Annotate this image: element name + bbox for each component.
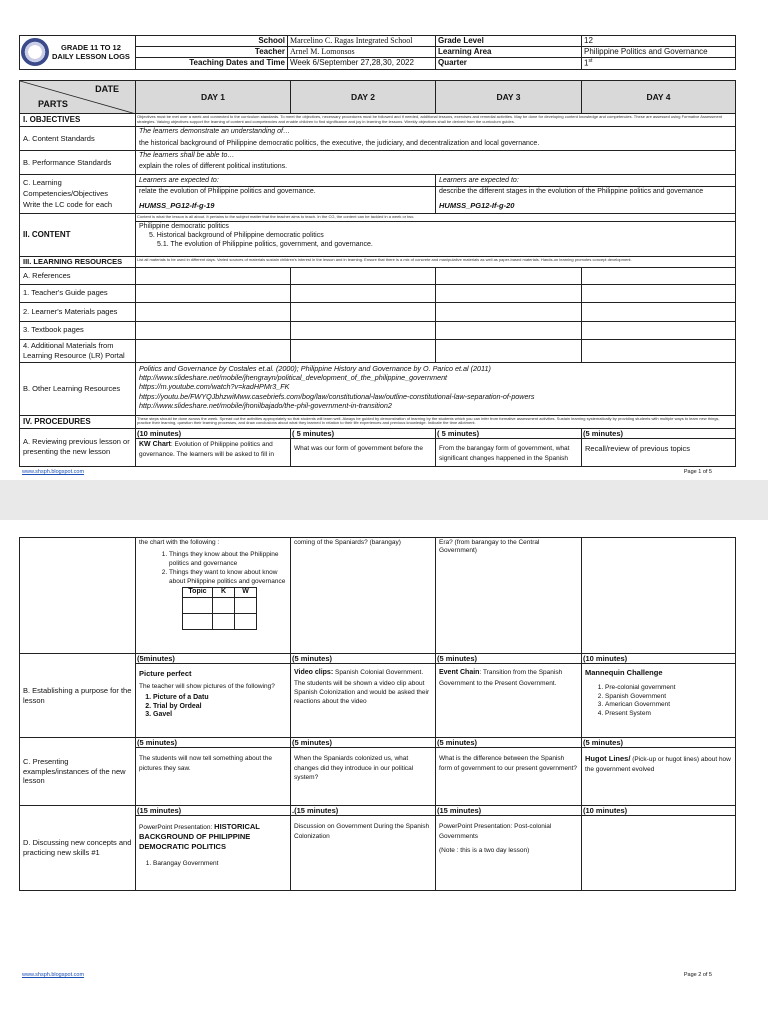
resource-line: Politics and Governance by Costales et.al. (2000); Philippine History and Governance by O. Parico et.al (2011): [139, 363, 491, 373]
additional-materials-label: 4. Additional Materials from Learning Resource (LR) Portal: [20, 339, 136, 362]
day3-header: DAY 3: [436, 81, 582, 114]
b-d1-title: Picture perfect: [139, 669, 192, 679]
days-row: [20, 81, 736, 114]
performance-standards-text: explain the roles of different political institutions.: [139, 162, 288, 170]
d-d1-text: PowerPoint Presentation: HISTORICAL BACKGROUND OF PHILIPPINE DEMOCRATIC POLITICS 1. Barangay Government: [136, 821, 290, 869]
competencies-label: C. Learning Competencies/Objectives Write the LC code for each: [20, 175, 136, 214]
kw-header-w: W: [235, 588, 257, 598]
kw-header-k: K: [213, 588, 235, 598]
competency-d1: relate the evolution of Philippine politics and governance.: [136, 186, 435, 197]
footer-link-p2[interactable]: www.shsph.blogspot.com: [22, 972, 85, 978]
area-label: Learning Area: [436, 47, 582, 58]
d-d3-minutes: (15 minutes): [436, 806, 581, 816]
kw-item: 1. Things they know about the Philippine politics and governance: [169, 551, 287, 568]
a-d2-text: What was our form of government before the: [294, 444, 423, 452]
page-2: [0, 520, 768, 1024]
objectives-label: I. OBJECTIVES: [20, 114, 136, 127]
footer-link-p1[interactable]: www.shsph.blogspot.com: [22, 469, 85, 475]
resources-label: III. LEARNING RESOURCES: [20, 257, 136, 267]
day1-header: DAY 1: [136, 81, 291, 114]
b-d4-minutes: (10 minutes): [582, 654, 735, 664]
c-d4-minutes: (5 minutes): [582, 738, 735, 748]
teacher-label: Teacher: [136, 47, 288, 58]
b-d4-item: 2. Spanish Government: [605, 693, 732, 701]
page-number-p1: Page 1 of 5: [683, 469, 712, 475]
d-d3-text: PowerPoint Presentation: Post-colonial Governments: [439, 823, 552, 840]
c-d2-text: When the Spaniards colonized us, what changes did they introduce in our political system?: [294, 755, 414, 782]
grade-label: Grade Level: [436, 36, 582, 47]
reviewing-label: A. Reviewing previous lesson or presenting the new lesson: [20, 428, 136, 466]
b-d2-text: Video clips: Spanish Colonial Government. The students will be shown a video clip about Spanish Colonization and would be asked their reactions about the video: [294, 669, 430, 706]
establishing-purpose-label: B. Establishing a purpose for the lesson: [20, 654, 136, 738]
performance-standards-label: B. Performance Standards: [20, 151, 136, 175]
kw-header-topic: Topic: [183, 588, 213, 598]
date-header: DATE: [95, 84, 119, 94]
objectives-note: Objectives must be met over a week and connected to the curriculum standards. To meet the objectives, necessary procedures must be followed and if needed, additional lessons, exercises and remedial activities. May be done for developing content knowledge and competencies. These are assessed using Formative Assessment strategies. Valuing objectives support the learning of content and competencies and enable children to find significance and joy in learning the lessons. Weekly objectives shall be derived from the curriculum guides.: [136, 114, 736, 127]
b-d4-item: 1. Pre-colonial government: [605, 684, 732, 692]
a-d4-minutes: (5 minutes): [582, 429, 735, 439]
b-d1-minutes: (5minutes): [136, 654, 290, 664]
c-d3-text: What is the difference between the Spanish form of government to our present government?: [439, 755, 578, 772]
deped-seal-icon: [21, 38, 49, 66]
d-d1-minutes: (15 minutes): [136, 806, 290, 816]
competency-d1-code: HUMSS_PG12-If-g-19: [139, 201, 215, 211]
performance-standards-intro: The learners shall be able to…: [139, 152, 235, 159]
title-line1: GRADE 11 TO 12: [61, 42, 121, 52]
textbook-label: 3. Textbook pages: [20, 321, 136, 339]
b-d4-title: Mannequin Challenge: [585, 668, 663, 678]
other-resources-list: [136, 362, 736, 415]
quarter-value: 1st: [582, 58, 736, 70]
b-d1-text: The teacher will show pictures of the following?: [139, 682, 275, 690]
kw-item: 2. Things they want to know about know about Philippine politics and governance: [169, 569, 287, 586]
content-note: Content is what the lesson is all about. It pertains to the subject matter that the teacher aims to teach. In the CG, the content can be tackled in a week or two.: [136, 214, 735, 222]
b-d2-minutes: (5 minutes): [291, 654, 435, 664]
quarter-label: Quarter: [436, 58, 582, 70]
competency-intro-d1: Learners are expected to:: [139, 177, 219, 184]
page-1: [0, 0, 768, 480]
c-d1-minutes: (5 minutes): [136, 738, 290, 748]
content-line1: Philippine democratic politics: [139, 222, 229, 230]
b-d3-text: Event Chain: Transition from the Spanish Government to the Present Government.: [439, 669, 563, 687]
resource-link[interactable]: http://www.slideshare.net/mobile/jhengrayn/political_development_of_the_philippine_government: [139, 372, 448, 382]
a-d1-text: KW Chart: Evolution of Philippine politics and governance. The learners will be asked to fill in: [139, 440, 275, 459]
header-table: [19, 35, 736, 70]
d-d4-minutes: (10 minutes): [582, 806, 735, 816]
b-d1-item: 2. Trial by Ordeal: [153, 703, 287, 711]
dates-label: Teaching Dates and Time: [136, 58, 288, 70]
c-d4-text: Hugot Lines/ (Pick-up or hugot lines) about how the government evolved: [585, 754, 731, 774]
resource-link[interactable]: http://www.slideshare.net/mobile/jhonilbajado/the-phil-government-in-transition2: [139, 400, 392, 410]
grade-value: 12: [582, 36, 736, 47]
b-d1-item: 3. Gavel: [153, 711, 287, 719]
b-d1-item: 1. Picture of a Datu: [153, 694, 287, 702]
lesson-table: [19, 80, 736, 467]
parts-header: PARTS: [38, 98, 68, 109]
other-resources-label: B. Other Learning Resources: [20, 362, 136, 415]
kw-chart-table: [182, 587, 257, 630]
a-d2-continued: coming of the Spaniards? (barangay): [291, 538, 436, 654]
procedures-label: IV. PROCEDURES: [20, 415, 136, 428]
presenting-examples-label: C. Presenting examples/instances of the new lesson: [20, 738, 136, 806]
procedures-note: These steps should be done across the week. Spread out the activities appropriately so that students will learn well. Always be guided by demonstration of learning by the students which you can infer from formative assessment activities. Sustain learning systematically by providing students with multiple ways to learn new things, practice their learning, question their learning processes, and draw conclusions about what they learned in relation to their life experiences and previous knowledge. Indicate the time allotment.: [136, 415, 736, 428]
b-d4-item: 4. Present System: [605, 710, 732, 718]
b-d3-minutes: (5 minutes): [436, 654, 581, 664]
school-label: School: [136, 36, 288, 47]
teachers-guide-label: 1. Teacher's Guide pages: [20, 284, 136, 302]
school-value: Marcelino C. Ragas Integrated School: [288, 36, 436, 47]
content-standards-label: A. Content Standards: [20, 127, 136, 151]
c-d3-minutes: (5 minutes): [436, 738, 581, 748]
content-line2: 5. Historical background of Philippine democratic politics: [149, 231, 324, 239]
date-parts-cell: [20, 81, 136, 114]
teacher-value: Arnel M. Lomonsos: [288, 47, 436, 58]
content-standards-intro: The learners demonstrate an understanding of…: [139, 128, 290, 135]
resource-link[interactable]: https://m.youtube.com/watch?v=kadHPMr3_FK: [139, 382, 290, 392]
page-number-p2: Page 2 of 5: [683, 972, 712, 978]
d-d3-note: (Note : this is a two day lesson): [439, 847, 530, 855]
a-d2-minutes: ( 5 minutes): [291, 429, 435, 439]
competency-d3-code: HUMSS_PG12-If-g-20: [439, 201, 515, 211]
c-d2-minutes: (5 minutes): [291, 738, 435, 748]
d-d1-item: 1. Barangay Government: [153, 860, 287, 868]
day4-header: DAY 4: [582, 81, 736, 114]
dates-value: Week 6/September 27,28,30, 2022: [288, 58, 436, 70]
resource-link[interactable]: https://youtu.be/FWYQJbhzwiMww.casebriefs.com/bog/law/constitutional-law/outline-constitutional-law-separation-of-powers: [139, 391, 535, 401]
a-d1-continued: the chart with the following : 1. Things they know about the Philippine politics and governance 2. Things they want to know about know about Philippine politics and governance Topic K W: [136, 538, 291, 654]
content-standards-text: the historical background of Philippine democratic politics, the executive, the judiciary, and decentralization and local governance.: [139, 139, 540, 147]
d-d2-minutes: .(15 minutes): [291, 806, 435, 816]
resources-note: List all materials to be used in different days. Varied sources of materials sustain children's interest in the lesson and in learning. Ensure that there is a mix of concrete and manipulative materials as well as paper-based materials. Hands-on learning promotes concept development.: [136, 257, 736, 267]
a-d3-text: From the barangay form of government, what significant changes happened in the Spanish: [439, 444, 570, 462]
lesson-table-continued: [19, 537, 736, 891]
references-label: A. References: [20, 267, 136, 284]
a-d1-minutes: (10 minutes): [136, 429, 290, 439]
learners-materials-label: 2. Learner's Materials pages: [20, 302, 136, 321]
content-label: II. CONTENT: [20, 214, 136, 257]
a-d3-continued: Era? (from barangay to the Central Government): [436, 538, 582, 654]
d-d2-text: Discussion on Government During the Spanish Colonization: [294, 823, 430, 840]
discussing-concepts-label: D. Discussing new concepts and practicing new skills #1: [20, 806, 136, 891]
area-value: Philippine Politics and Governance: [582, 47, 736, 58]
title-line2: DAILY LESSON LOGS: [52, 52, 130, 62]
c-d1-text: The students will now tell something about the pictures they saw.: [139, 755, 272, 772]
day2-header: DAY 2: [291, 81, 436, 114]
competency-d3: describe the different stages in the evolution of the Philippine politics and governance: [436, 186, 735, 197]
competency-intro-d3: Learners are expected to:: [439, 177, 519, 184]
a-d3-minutes: ( 5 minutes): [436, 429, 581, 439]
a-d4-text: Recall/review of previous topics: [585, 443, 691, 453]
b-d4-item: 3. American Government: [605, 701, 732, 709]
content-line3: 5.1. The evolution of Philippine politics, government, and governance.: [157, 240, 373, 248]
